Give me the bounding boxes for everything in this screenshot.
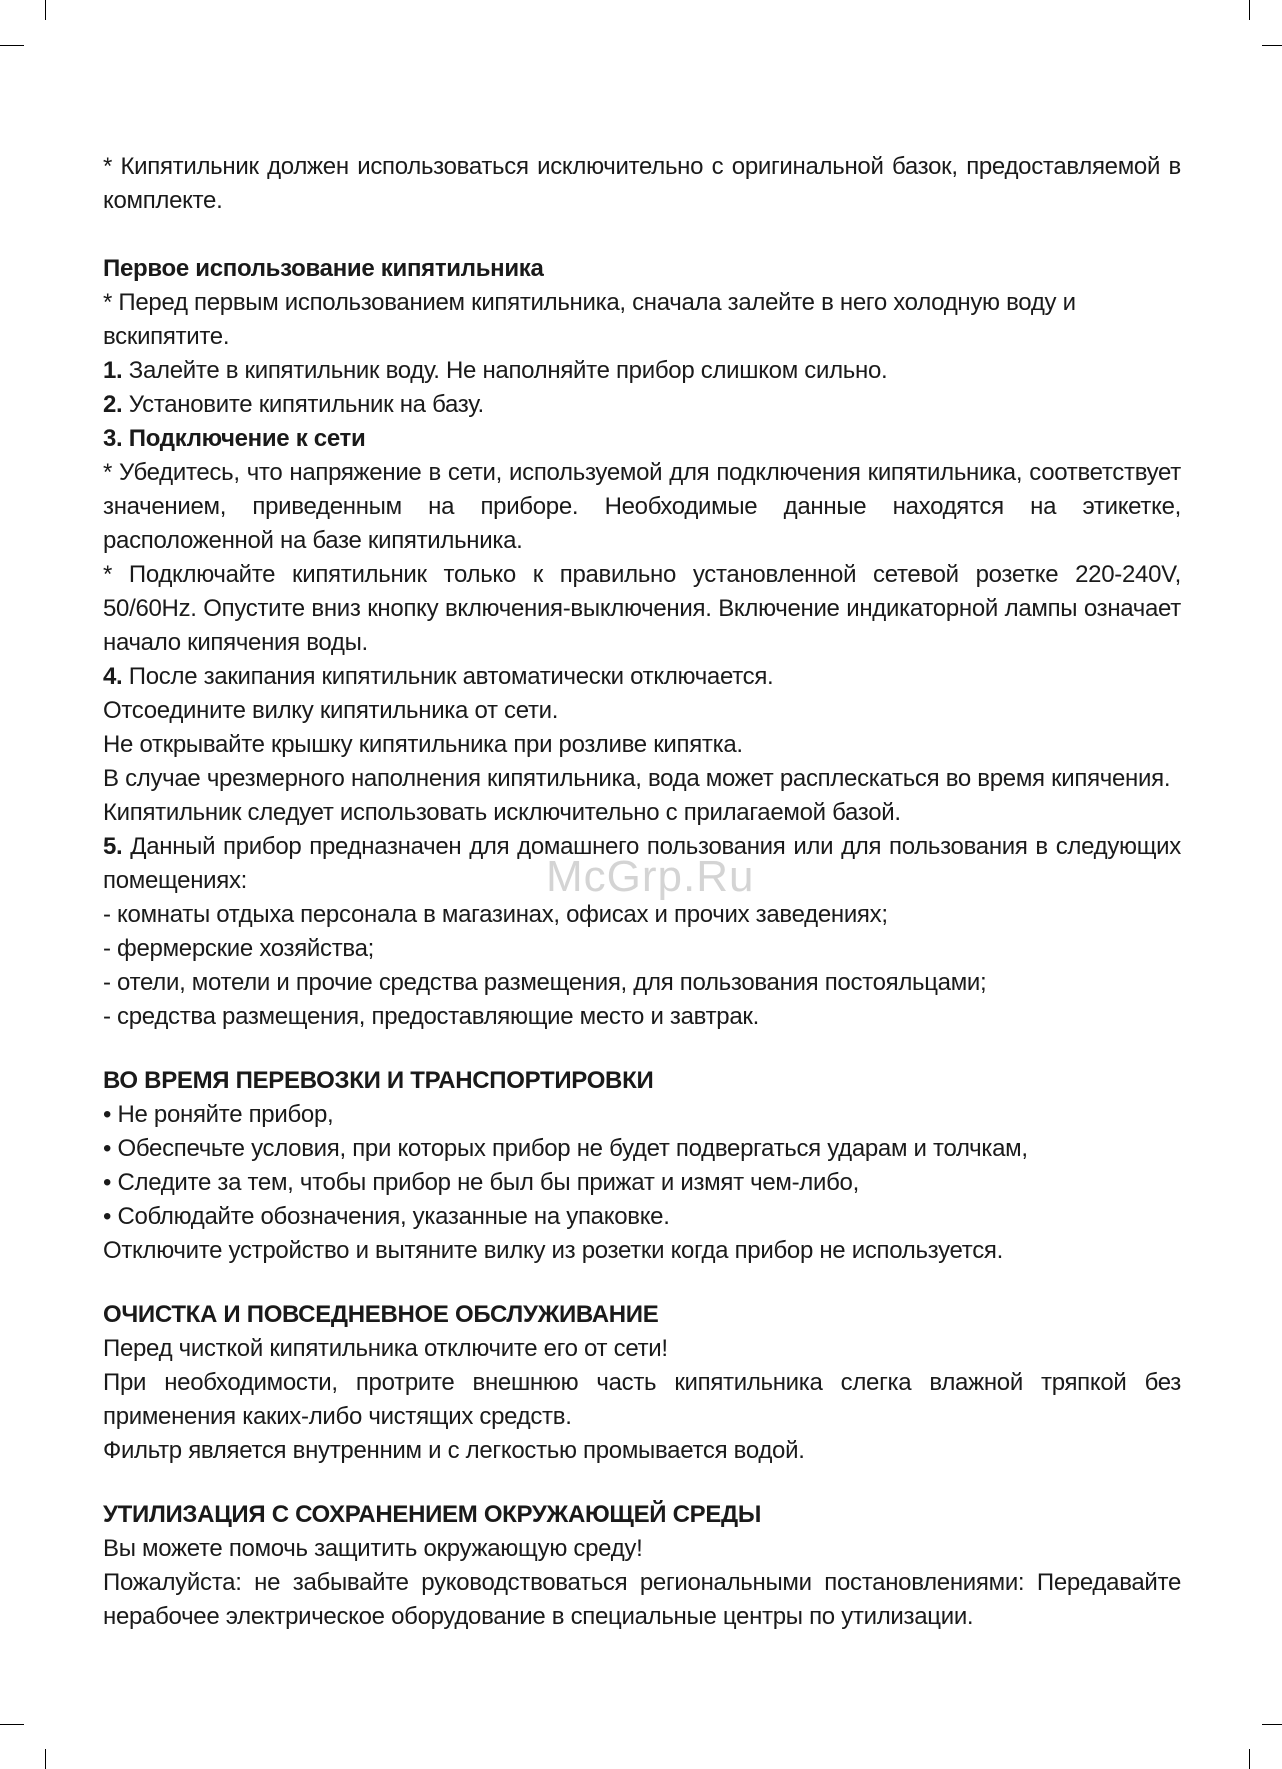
watermark: McGrp.Ru <box>546 852 755 901</box>
cleaning-line-wipe: При необходимости, протрите внешнюю часть кипятильника слегка влажной тряпкой без применения каких-либо чистящих средств. <box>103 1369 1181 1430</box>
crop-mark-top-left-v <box>45 0 46 20</box>
crop-mark-top-left-h <box>0 45 24 46</box>
disposal-line-help: Вы можете помочь защитить окружающую среду! <box>103 1535 643 1562</box>
first-use-heading: Первое использование кипятильника <box>103 255 544 282</box>
transport-item: • Не роняйте прибор, <box>103 1101 334 1128</box>
step-1 <box>103 354 1181 388</box>
transport-heading: ВО ВРЕМЯ ПЕРЕВОЗКИ И ТРАНСПОРТИРОВКИ <box>103 1067 654 1094</box>
crop-mark-bottom-right-v <box>1249 1749 1250 1769</box>
step-2 <box>103 388 1181 422</box>
step-4-line-overfill: В случае чрезмерного наполнения кипятильника, вода может расплескаться во время кипячения. <box>103 765 1171 792</box>
crop-mark-top-right-v <box>1249 0 1250 20</box>
transport-item: • Следите за тем, чтобы прибор не был бы прижат и измят чем-либо, <box>103 1169 859 1196</box>
disposal-heading: УТИЛИЗАЦИЯ С СОХРАНЕНИЕМ ОКРУЖАЮЩЕЙ СРЕДЫ <box>103 1501 762 1528</box>
step-4-line-unplug: Отсоедините вилку кипятильника от сети. <box>103 697 559 724</box>
crop-mark-top-right-h <box>1262 45 1282 46</box>
step-4-line-lid: Не открывайте крышку кипятильника при розливе кипятка. <box>103 731 743 758</box>
step-3-note-socket: * Подключайте кипятильник только к правильно установленной сетевой розетке 220-240V, 50/60Hz. Опустите вниз кнопку включения-выключения. Включение индикаторной лампы означает начало кипячения воды. <box>103 561 1181 656</box>
cleaning-line-unplug: Перед чисткой кипятильника отключите его от сети! <box>103 1335 668 1362</box>
step-4-text: После закипания кипятильник автоматически отключается. <box>122 663 774 690</box>
step-5-text: Данный прибор предназначен для домашнего пользования или для пользования в следующих помещениях: <box>103 833 1181 894</box>
crop-mark-bottom-left-h <box>0 1724 24 1725</box>
transport-footer: Отключите устройство и вытяните вилку из розетки когда прибор не используется. <box>103 1237 1003 1264</box>
first-use-note: * Перед первым использованием кипятильника, сначала залейте в него холодную воду и вскипятите. <box>103 289 1076 350</box>
step-1-text: Залейте в кипятильник воду. Не наполняйте прибор слишком сильно. <box>122 357 888 384</box>
step-5-number: 5. <box>103 833 123 860</box>
step-4-line-base: Кипятильник следует использовать исключительно с прилагаемой базой. <box>103 799 901 826</box>
step-2-text: Установите кипятильник на базу. <box>122 391 484 418</box>
crop-mark-bottom-right-h <box>1262 1724 1282 1725</box>
place-item: - комнаты отдыха персонала в магазинах, офисах и прочих заведениях; <box>103 901 888 928</box>
place-item: - отели, мотели и прочие средства размещения, для пользования постояльцами; <box>103 969 987 996</box>
step-2-number: 2. <box>103 391 123 418</box>
place-item: - фермерские хозяйства; <box>103 935 375 962</box>
cleaning-heading: ОЧИСТКА И ПОВСЕДНЕВНОЕ ОБСЛУЖИВАНИЕ <box>103 1301 659 1328</box>
transport-item: • Обеспечьте условия, при которых прибор не будет подвергаться ударам и толчкам, <box>103 1135 1028 1162</box>
intro-note: * Кипятильник должен использоваться исключительно с оригинальной базок, предоставляемой в комплекте. <box>103 153 1181 214</box>
step-3-heading: 3. Подключение к сети <box>103 425 366 452</box>
crop-mark-bottom-left-v <box>45 1749 46 1769</box>
cleaning-line-filter: Фильтр является внутренним и с легкостью промывается водой. <box>103 1437 805 1464</box>
step-4 <box>103 660 1181 694</box>
place-item: - средства размещения, предоставляющие место и завтрак. <box>103 1003 759 1030</box>
disposal-line-regulations: Пожалуйста: не забывайте руководствоваться региональными постановлениями: Передавайте нерабочее электрическое оборудование в специальные центры по утилизации. <box>103 1569 1181 1630</box>
step-1-number: 1. <box>103 357 123 384</box>
step-3-note-voltage: * Убедитесь, что напряжение в сети, используемой для подключения кипятильника, соответствует значением, приведенным на приборе. Необходимые данные находятся на этикетке, расположенной на базе кипятильника. <box>103 459 1181 554</box>
step-4-number: 4. <box>103 663 123 690</box>
transport-item: • Соблюдайте обозначения, указанные на упаковке. <box>103 1203 670 1230</box>
